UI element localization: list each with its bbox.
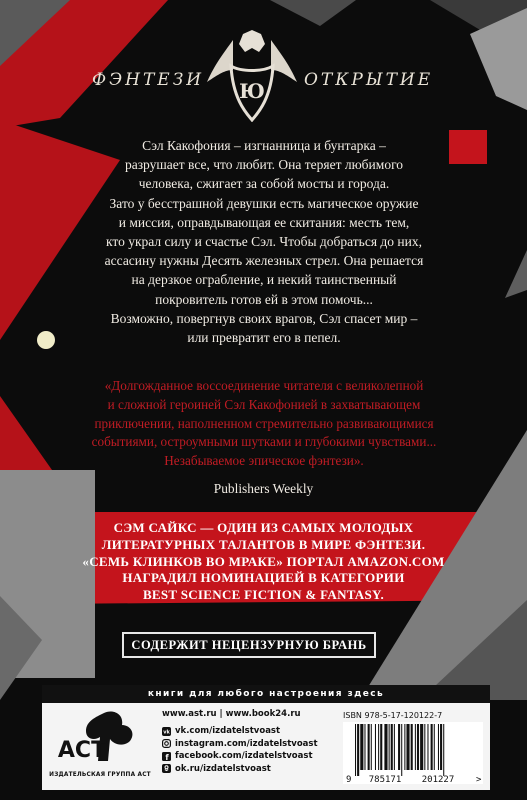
synopsis-line: и миссия, оправдывающая ее скитания: месть тем, bbox=[118, 214, 410, 230]
barcode-bar bbox=[431, 724, 433, 770]
grey-shard-top bbox=[270, 0, 356, 26]
barcode-digits-right: 201227 bbox=[421, 775, 455, 784]
isbn-barcode bbox=[343, 722, 483, 784]
author-banner bbox=[0, 520, 527, 604]
barcode-bar bbox=[438, 724, 439, 770]
publisher-footer bbox=[42, 685, 490, 790]
review-quote bbox=[54, 377, 474, 471]
ok-icon bbox=[162, 764, 171, 773]
ast-logo-icon bbox=[58, 711, 138, 763]
barcode-bar bbox=[364, 724, 365, 770]
social-link-ok[interactable] bbox=[162, 763, 318, 776]
barcode-bar bbox=[360, 724, 363, 770]
barcode-bar bbox=[384, 724, 387, 770]
synopsis-line: на дерзкое ограбление, и некий таинственный bbox=[131, 272, 397, 288]
facebook-icon bbox=[162, 752, 171, 761]
banner-line: ЛИТЕРАТУРНЫХ ТАЛАНТОВ В МИРЕ ФЭНТЕЗИ. bbox=[101, 536, 426, 552]
synopsis-line: или превратит его в пепел. bbox=[187, 330, 341, 346]
barcode-bar bbox=[427, 724, 428, 770]
synopsis-line: покровитель готов ей в этом помочь... bbox=[155, 291, 373, 307]
banner-line: СЭМ САЙКС — ОДИН ИЗ САМЫХ МОЛОДЫХ bbox=[113, 520, 414, 535]
synopsis-line: разрушает все, что любит. Она теряет любимого bbox=[124, 157, 404, 173]
barcode-bar bbox=[375, 724, 376, 770]
svg-text:vk: vk bbox=[163, 729, 170, 736]
instagram-icon bbox=[162, 739, 171, 748]
review-line: событиями, остроумными шутками и глубокими чувствами... bbox=[91, 434, 437, 450]
barcode-bar bbox=[401, 724, 402, 776]
barcode-bar bbox=[368, 724, 370, 770]
synopsis-line: Зато у бесстрашной девушки есть магическое оружие bbox=[109, 195, 419, 211]
barcode-bar bbox=[417, 724, 419, 770]
barcode-bar bbox=[357, 724, 359, 776]
barcode-bar bbox=[355, 724, 356, 776]
synopsis-line: ассасину нужны Десять железных стрел. Она решается bbox=[104, 253, 424, 269]
barcode-bar bbox=[440, 724, 442, 770]
footer-tagline: книги для любого настроения здесь bbox=[42, 685, 490, 703]
social-links bbox=[162, 725, 318, 775]
series-label-left: ФЭНТЕЗИ bbox=[92, 70, 205, 90]
review-line: Незабываемое эпическое фэнтези». bbox=[164, 453, 364, 469]
barcode-bars bbox=[355, 724, 444, 776]
barcode-bar bbox=[391, 724, 393, 770]
barcode-bar bbox=[411, 724, 413, 770]
barcode-bar bbox=[371, 724, 372, 770]
social-link-text: instagram.com/izdatelstvoast bbox=[175, 738, 318, 749]
barcode-bar bbox=[404, 724, 405, 770]
social-link-instagram[interactable] bbox=[162, 738, 318, 751]
barcode-bar bbox=[420, 724, 423, 770]
svg-text:Ю: Ю bbox=[239, 79, 265, 103]
barcode-bar bbox=[443, 724, 444, 776]
review-line: и сложной героиней Сэл Какофонией в захватывающем bbox=[107, 396, 421, 412]
barcode-digit-first: 9 bbox=[346, 775, 352, 784]
barcode-end-mark: > bbox=[476, 775, 482, 784]
social-link-text: vk.com/izdatelstvoast bbox=[175, 726, 281, 737]
social-link-text: ok.ru/izdatelstvoast bbox=[175, 763, 271, 774]
barcode-bar bbox=[398, 724, 400, 770]
synopsis-line: человека, сжигает за собой мосты и города. bbox=[138, 176, 390, 192]
social-link-vk[interactable] bbox=[162, 725, 318, 738]
isbn-label: ISBN 978-5-17-120122-7 bbox=[343, 711, 443, 720]
review-line: приключении, наполненном стремительно развивающимися bbox=[94, 415, 434, 431]
grey-shard-right-mid bbox=[505, 250, 527, 298]
barcode-bar bbox=[415, 724, 416, 770]
synopsis-line: Возможно, повергнув своих врагов, Сэл спасет мир – bbox=[110, 310, 418, 326]
series-label-right: ОТКРЫТИЕ bbox=[304, 70, 434, 90]
publisher-name: ИЗДАТЕЛЬСКАЯ ГРУППА АСТ bbox=[49, 772, 151, 778]
social-link-facebook[interactable] bbox=[162, 750, 318, 763]
synopsis-line: Сэл Какофония – изгнанница и бунтарка – bbox=[142, 138, 386, 153]
barcode-bar bbox=[380, 724, 382, 770]
publisher-websites[interactable]: www.ast.ru | www.book24.ru bbox=[162, 709, 301, 719]
review-source: Publishers Weekly bbox=[213, 481, 314, 496]
review-line: «Долгожданное воссоединение читателя с великолепной bbox=[104, 378, 424, 393]
banner-line: НАГРАДИЛ НОМИНАЦИЕЙ В КАТЕГОРИИ bbox=[122, 570, 405, 586]
barcode-bar bbox=[434, 724, 435, 770]
barcode-bar bbox=[389, 724, 390, 770]
synopsis bbox=[46, 136, 482, 347]
barcode-bar bbox=[424, 724, 425, 770]
vk-icon bbox=[162, 727, 171, 736]
social-link-text: facebook.com/izdatelstvoast bbox=[175, 751, 313, 762]
banner-line: BEST SCIENCE FICTION & FANTASY. bbox=[142, 587, 385, 603]
barcode-bar bbox=[406, 724, 409, 770]
barcode-bar bbox=[394, 724, 395, 770]
banner-line: «СЕМЬ КЛИНКОВ ВО МРАКЕ» ПОРТАЛ AMAZON.COM bbox=[82, 553, 445, 569]
svg-text:f: f bbox=[165, 752, 169, 761]
content-warning-box: СОДЕРЖИТ НЕЦЕНЗУРНУЮ БРАНЬ bbox=[122, 632, 376, 658]
barcode-bar bbox=[378, 724, 379, 770]
logo-text: АСТ bbox=[58, 738, 107, 763]
synopsis-line: кто украл силу и счастье Сэл. Чтобы добраться до них, bbox=[106, 234, 422, 250]
dragon-emblem-icon bbox=[203, 30, 301, 122]
barcode-digits-left: 785171 bbox=[368, 775, 402, 784]
